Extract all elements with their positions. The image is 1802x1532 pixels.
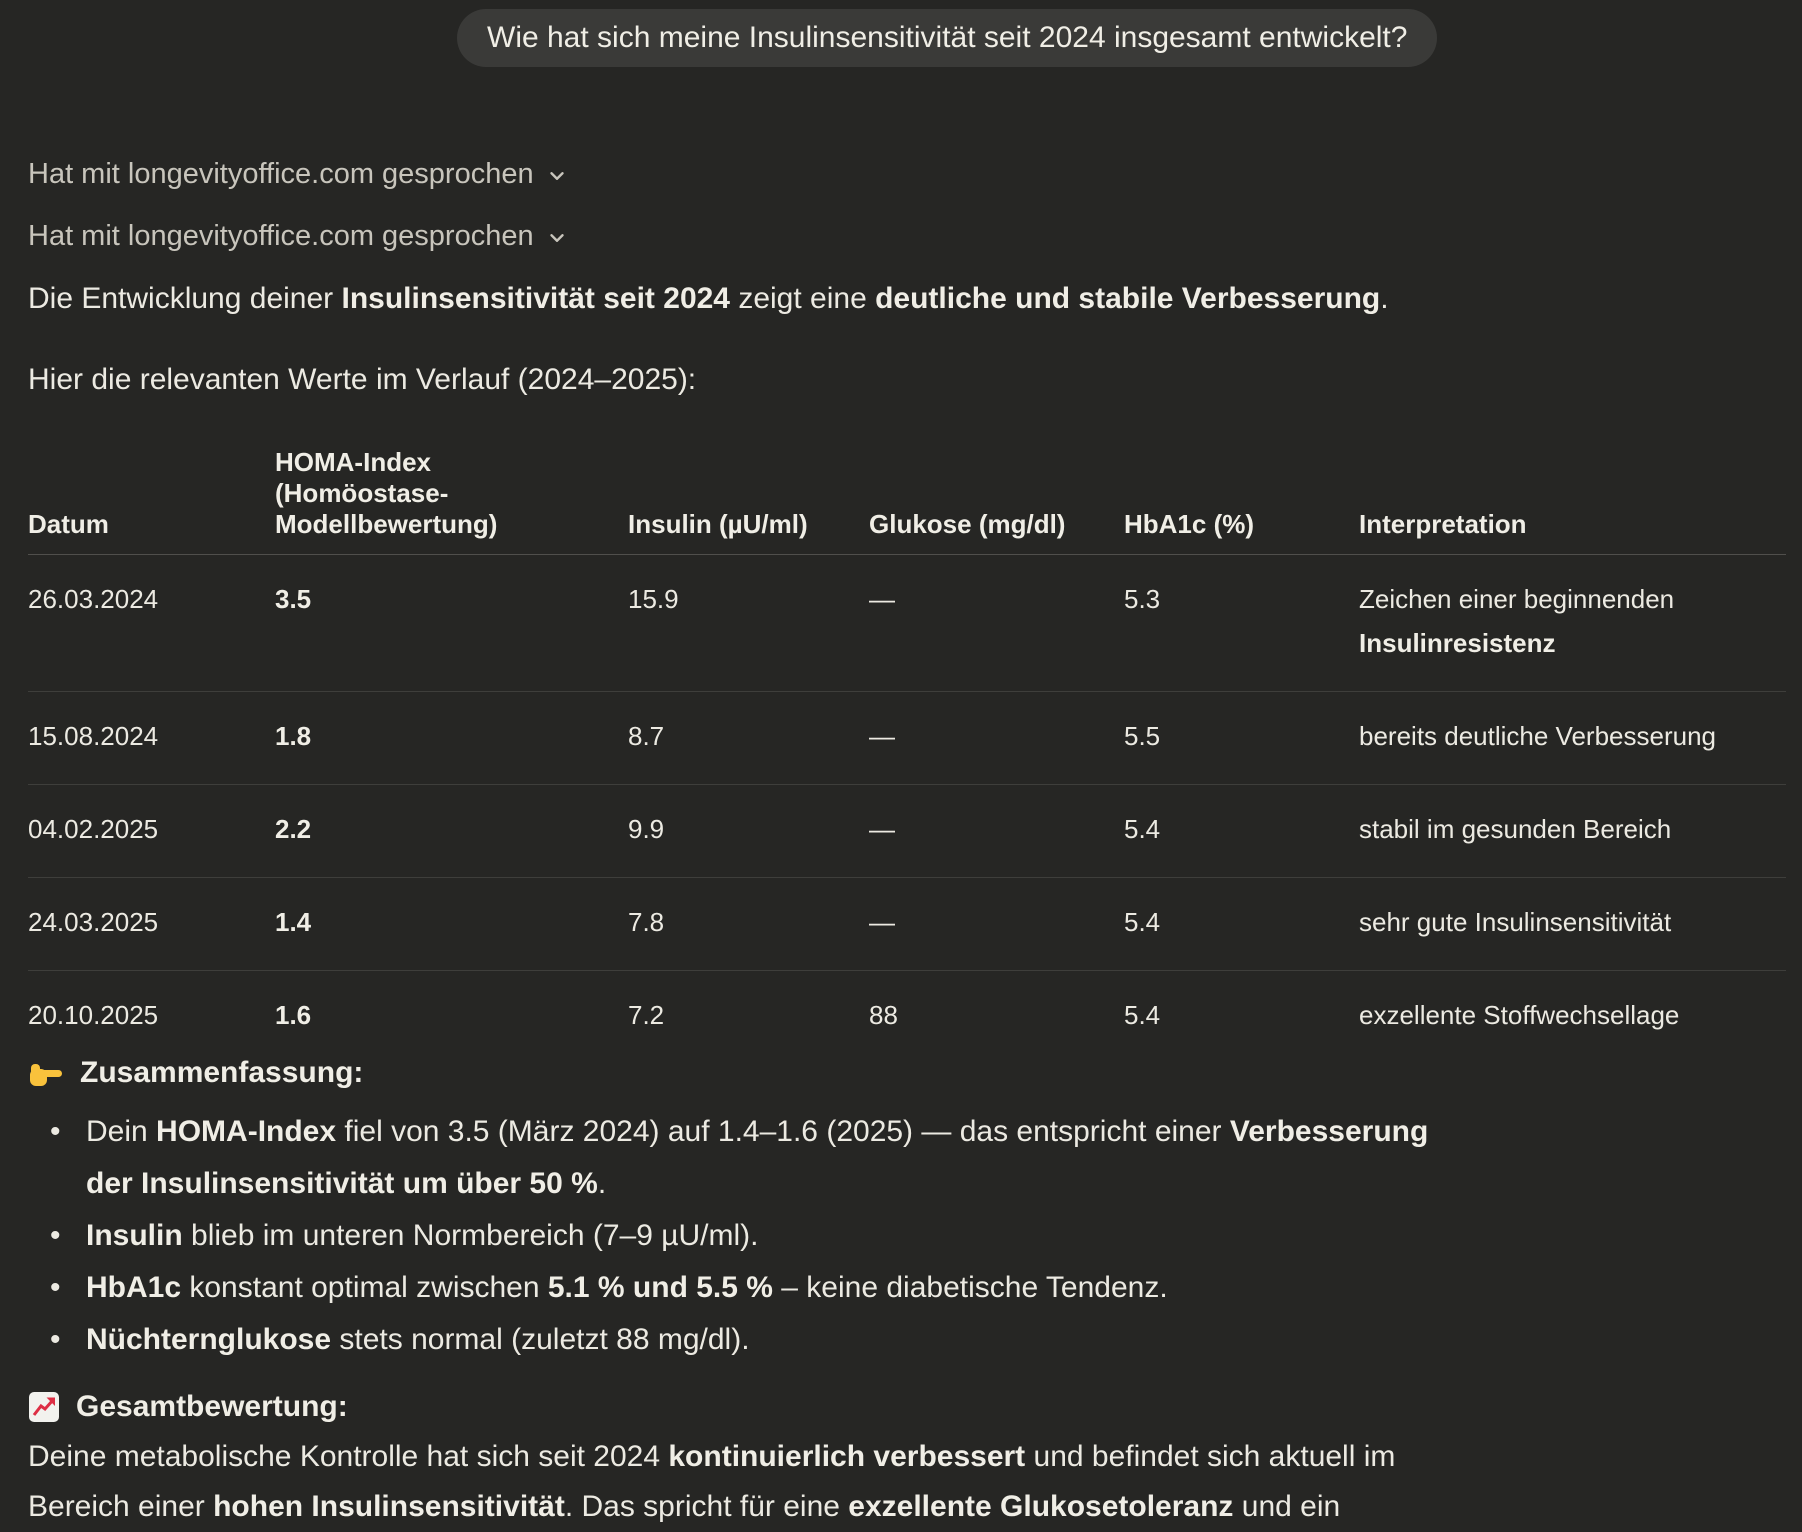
- intro-paragraph: Die Entwicklung deiner Insulinsensitivität seit 2024 zeigt eine deutliche und stabile Verbesserung.: [28, 282, 1389, 315]
- table-cell: 5.5: [1124, 692, 1359, 785]
- chevron-down-icon: [546, 227, 568, 249]
- column-header: HOMA-Index (Homöostase-Modellbewertung): [275, 447, 628, 555]
- table-cell: sehr gute Insulinsensitivität: [1359, 878, 1786, 971]
- table-cell: —: [869, 878, 1124, 971]
- table-cell: 20.10.2025: [28, 1000, 159, 1030]
- table-cell: 7.8: [628, 878, 869, 971]
- table-header-row: [28, 447, 1786, 555]
- table-cell: 15.9: [628, 555, 869, 692]
- assessment-heading: [28, 1390, 348, 1424]
- user-message-text: Wie hat sich meine Insulinsensitivität seit 2024 insgesamt entwickelt?: [487, 21, 1408, 54]
- table-cell: 1.8: [275, 692, 628, 785]
- summary-title: Zusammenfassung:: [80, 1056, 364, 1089]
- table-row: [28, 555, 1786, 692]
- assessment-paragraph: Deine metabolische Kontrolle hat sich seit 2024 kontinuierlich verbessert und befindet sich aktuell im Bereich einer hohen Insulinsensitivität. Das spricht für eine exzellente Glukosetoleranz und ein: [28, 1440, 1396, 1523]
- table-cell: 5.4: [1124, 1000, 1161, 1030]
- bullet-item: • Insulin blieb im unteren Normbereich (7–9 µU/ml).: [28, 1210, 1478, 1262]
- chart-increasing-icon: [28, 1391, 60, 1423]
- user-message-bubble: [457, 9, 1437, 67]
- summary-heading: [28, 1056, 363, 1090]
- tool-use-row[interactable]: [28, 220, 568, 253]
- table-cell: 04.02.2025: [28, 785, 275, 878]
- table-cell: 5.4: [1124, 785, 1359, 878]
- table-cell: 7.2: [628, 1000, 665, 1030]
- tool-use-row[interactable]: [28, 158, 568, 191]
- table-cell: 1.6: [275, 1000, 312, 1030]
- table-cell: 88: [869, 1000, 898, 1030]
- assessment-title: Gesamtbewertung:: [76, 1390, 348, 1423]
- table-row: [28, 692, 1786, 785]
- lab-values-table: [28, 447, 1788, 1063]
- table-cell: —: [869, 785, 1124, 878]
- tool-use-label: Hat mit longevityoffice.com gesprochen: [28, 158, 534, 190]
- table-body: [28, 555, 1786, 1064]
- table-cell: 3.5: [275, 555, 628, 692]
- table-cell: 5.4: [1124, 878, 1359, 971]
- table-row: [28, 971, 1786, 1064]
- table-cell: Zeichen einer beginnenden Insulinresistenz: [1359, 555, 1786, 692]
- bullet-item: • Nüchternglukose stets normal (zuletzt 88 mg/dl).: [28, 1314, 1478, 1366]
- table-cell: exzellente Stoffwechsellage: [1359, 1000, 1680, 1030]
- column-header: Datum: [28, 447, 275, 555]
- summary-bullet-list: [28, 1106, 1488, 1366]
- table-cell: 15.08.2024: [28, 692, 275, 785]
- column-header: Glukose (mg/dl): [869, 447, 1124, 555]
- column-header: Insulin (µU/ml): [628, 447, 869, 555]
- table-cell: —: [869, 555, 1124, 692]
- pointing-right-icon: [28, 1057, 64, 1089]
- table-cell: 5.3: [1124, 555, 1359, 692]
- table-cell: bereits deutliche Verbesserung: [1359, 692, 1786, 785]
- column-header: Interpretation: [1359, 447, 1786, 555]
- table-cell: stabil im gesunden Bereich: [1359, 785, 1786, 878]
- chevron-down-icon: [546, 165, 568, 187]
- table-lead: Hier die relevanten Werte im Verlauf (2024–2025):: [28, 363, 697, 396]
- table-cell: 2.2: [275, 785, 628, 878]
- bullet-item: • Dein HOMA-Index fiel von 3.5 (März 2024) auf 1.4–1.6 (2025) — das entspricht einer Verbesserung der Insulinsensitivität um über 50 %.: [28, 1106, 1478, 1210]
- table-cell: —: [869, 692, 1124, 785]
- table-row: [28, 785, 1786, 878]
- table-cell: 9.9: [628, 785, 869, 878]
- tool-use-label: Hat mit longevityoffice.com gesprochen: [28, 220, 534, 252]
- column-header: HbA1c (%): [1124, 447, 1359, 555]
- table-cell: 26.03.2024: [28, 555, 275, 692]
- table-row: [28, 878, 1786, 971]
- table-cell: 24.03.2025: [28, 878, 275, 971]
- table-cell: 1.4: [275, 878, 628, 971]
- bullet-item: • HbA1c konstant optimal zwischen 5.1 % und 5.5 % – keine diabetische Tendenz.: [28, 1262, 1478, 1314]
- table-cell: 8.7: [628, 692, 869, 785]
